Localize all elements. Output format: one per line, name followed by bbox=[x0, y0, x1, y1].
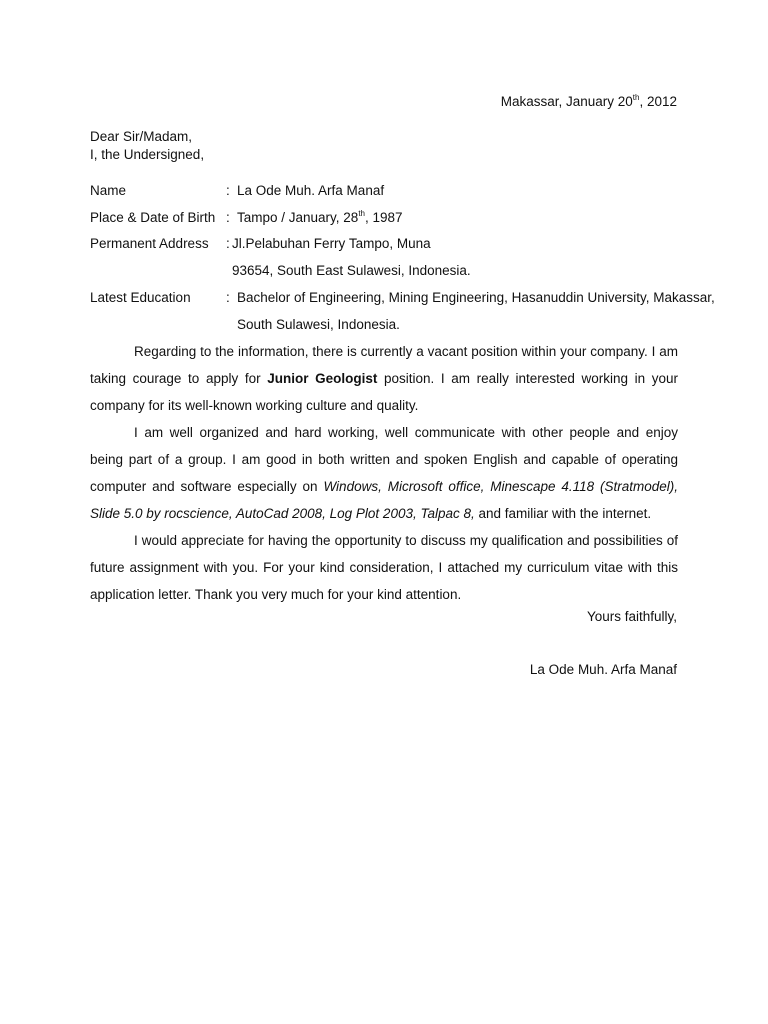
birth-value-main: Tampo / January, 28 bbox=[237, 210, 359, 225]
signature-name: La Ode Muh. Arfa Manaf bbox=[529, 662, 677, 677]
birth-label: Place & Date of Birth bbox=[90, 210, 216, 225]
para1-text-b: position. I am really interested working in your company for its well-known working culture and quality. bbox=[90, 371, 678, 413]
name-colon: : bbox=[226, 183, 230, 198]
date-ordinal: th bbox=[632, 93, 640, 102]
paragraph-2 bbox=[90, 419, 678, 527]
education-line1: Bachelor of Engineering, Mining Engineering, Hasanuddin University, Makassar, bbox=[237, 290, 715, 305]
paragraph-3 bbox=[90, 527, 678, 608]
birth-ordinal: th bbox=[358, 209, 365, 218]
date-main: Makassar, January 20 bbox=[500, 94, 633, 109]
address-line2: 93654, South East Sulawesi, Indonesia. bbox=[232, 263, 471, 278]
paragraph-1 bbox=[90, 338, 678, 419]
para2-text-b: and familiar with the internet. bbox=[474, 506, 652, 521]
letter-date bbox=[501, 94, 677, 109]
name-label: Name bbox=[90, 183, 127, 198]
education-label: Latest Education bbox=[90, 290, 191, 305]
software-list: Windows, Microsoft office, Minescape 4.118 (Stratmodel), Slide 5.0 by rocscience, AutoCad 2008, Log Plot 2003, Talpac 8, bbox=[90, 479, 679, 521]
para3-text: I would appreciate for having the opportunity to discuss my qualification and possibilities of future assignment with you. For your kind consideration, I attached my curriculum vitae with this application letter. Thank you very much for your kind attention. bbox=[90, 533, 678, 602]
birth-colon: : bbox=[226, 210, 230, 225]
address-colon: : bbox=[226, 236, 230, 251]
address-label: Permanent Address bbox=[90, 236, 209, 251]
position-title: Junior Geologist bbox=[267, 371, 378, 386]
address-line1: Jl.Pelabuhan Ferry Tampo, Muna bbox=[232, 236, 431, 251]
para2-text-a: I am well organized and hard working, well communicate with other people and enjoy being part of a group. I am good in both written and spoken English and capable of operating computer and software especially on bbox=[90, 425, 678, 494]
education-colon: : bbox=[226, 290, 230, 305]
birth-value bbox=[237, 210, 403, 225]
greeting: Dear Sir/Madam, bbox=[90, 129, 193, 144]
education-line2: South Sulawesi, Indonesia. bbox=[237, 317, 400, 332]
birth-year: , 1987 bbox=[365, 210, 403, 225]
date-year: , 2012 bbox=[639, 94, 677, 109]
para1-text-a: Regarding to the information, there is currently a vacant position within your company. I am taking courage to apply for bbox=[90, 344, 678, 386]
name-value: La Ode Muh. Arfa Manaf bbox=[237, 183, 385, 198]
intro-line: I, the Undersigned, bbox=[90, 147, 205, 162]
closing: Yours faithfully, bbox=[586, 609, 677, 624]
